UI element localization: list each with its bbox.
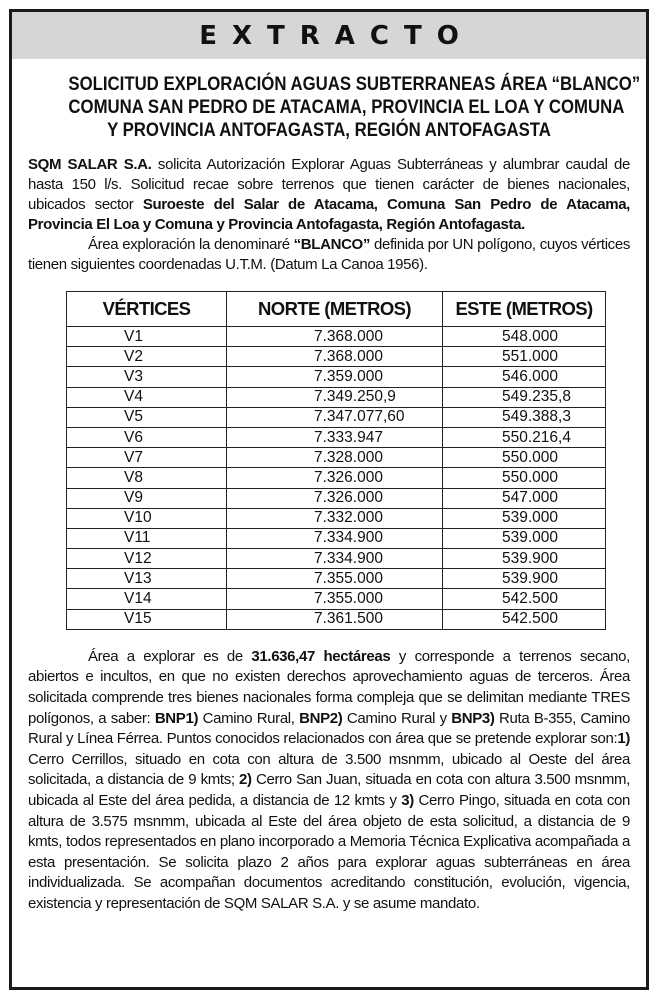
vertex-cell: V5 xyxy=(67,407,227,427)
closing-text-7: Cerro San Juan, situada en cota con altura 3.500 msnmm, ubicada al Este del área pedida, a distancia de 12 kmts y xyxy=(28,771,630,809)
area-definition-paragraph xyxy=(28,235,630,275)
este-cell: 547.000 xyxy=(443,488,606,508)
vertex-cell: V4 xyxy=(67,387,227,407)
este-cell: 550.216,4 xyxy=(443,427,606,447)
vertex-cell: V14 xyxy=(67,589,227,609)
extracto-banner xyxy=(12,12,646,59)
table-row xyxy=(67,569,606,589)
point-1-label: 1) xyxy=(617,730,630,748)
vertex-cell: V3 xyxy=(67,367,227,387)
headline-line-2: COMUNA SAN PEDRO DE ATACAMA, PROVINCIA EL LOA Y COMUNA xyxy=(68,96,625,118)
norte-cell: 7.368.000 xyxy=(227,347,443,367)
norte-cell: 7.333.947 xyxy=(227,427,443,447)
table-row xyxy=(67,549,606,569)
bnp1-label: BNP1) xyxy=(154,709,199,727)
point-3-label: 3) xyxy=(401,791,414,809)
vertex-cell: V1 xyxy=(67,327,227,347)
este-cell: 549.388,3 xyxy=(443,407,606,427)
este-cell: 542.500 xyxy=(443,609,606,629)
norte-cell: 7.368.000 xyxy=(227,327,443,347)
norte-cell: 7.334.900 xyxy=(227,549,443,569)
table-row xyxy=(67,589,606,609)
vertex-cell: V10 xyxy=(67,508,227,528)
table-row xyxy=(67,407,606,427)
norte-cell: 7.334.900 xyxy=(227,528,443,548)
closing-text-8: Cerro Pingo, situada en cota con altura de 3.575 msnmm, ubicada al Este del área objeto de esta solicitud, a distancia de 9 kmts, todos representados en plano incorporado a Memoria Técnica Explicativa acompañada a esta presentación. Se solicita plazo 2 años para explorar aguas subterráneas en área individualizada. Se acompañan documentos acreditando constitución, evolución, vigencia, existencia y representación de SQM SALAR S.A. y se asume mandato. xyxy=(28,791,630,912)
company-name: SQM SALAR S.A. xyxy=(28,156,152,173)
area-def-text-2: definida por UN polígono, cuyos vértices tienen siguientes coordenadas U.T.M. (Datum La Canoa 1956). xyxy=(28,236,630,273)
closing-text-2: y corresponde a terrenos secano, abiertos e incultos, en que no existen derechos aprovechamiento aguas de terceros. Área solicitada comprende tres bienes nacionales forma compleja que se delimitan mediante TRES polígonos, a saber: xyxy=(28,647,630,727)
closing-paragraph xyxy=(28,647,630,915)
header-norte: NORTE (METROS) xyxy=(227,292,443,327)
closing-text-6: Cerro Cerrillos, situado en cota con altura de 3.500 msnmm, ubicado al Oeste del área solicitada, a distancia de 9 kmts; xyxy=(28,750,630,789)
este-cell: 539.000 xyxy=(443,508,606,528)
este-cell: 539.900 xyxy=(443,569,606,589)
vertex-cell: V6 xyxy=(67,427,227,447)
bnp3-label: BNP3) xyxy=(451,709,495,727)
banner-title: EXTRACTO xyxy=(199,20,474,51)
point-2-label: 2) xyxy=(239,771,252,789)
table-header-row xyxy=(67,292,606,327)
table-row xyxy=(67,387,606,407)
este-cell: 539.000 xyxy=(443,528,606,548)
header-este: ESTE (METROS) xyxy=(443,292,606,327)
vertex-cell: V7 xyxy=(67,448,227,468)
este-cell: 549.235,8 xyxy=(443,387,606,407)
coordinates-table xyxy=(66,291,606,630)
table-row xyxy=(67,427,606,447)
norte-cell: 7.326.000 xyxy=(227,488,443,508)
este-cell: 546.000 xyxy=(443,367,606,387)
table-row xyxy=(67,448,606,468)
vertex-cell: V11 xyxy=(67,528,227,548)
norte-cell: 7.328.000 xyxy=(227,448,443,468)
vertex-cell: V15 xyxy=(67,609,227,629)
intro-location: Suroeste del Salar de Atacama, Comuna San Pedro de Atacama, Provincia El Loa y Comuna y Provincia Antofagasta, Región Antofagasta. xyxy=(28,196,630,233)
intro-paragraph xyxy=(28,155,630,235)
norte-cell: 7.349.250,9 xyxy=(227,387,443,407)
norte-cell: 7.326.000 xyxy=(227,468,443,488)
closing-text-5: Ruta B-355, Camino Rural y Línea Férrea. Puntos conocidos relacionados con área que se pretende explorar son: xyxy=(28,709,631,748)
vertex-cell: V2 xyxy=(67,347,227,367)
table-row xyxy=(67,367,606,387)
closing-text-4: Camino Rural y xyxy=(342,709,452,727)
este-cell: 550.000 xyxy=(443,448,606,468)
intro-text: solicita Autorización Explorar Aguas Subterráneas y alumbrar caudal de hasta 150 l/s. Solicitud recae sobre terrenos que tienen carácter de bienes nacionales, ubicados sector xyxy=(28,156,630,213)
vertex-cell: V9 xyxy=(67,488,227,508)
headline-line-1: SOLICITUD EXPLORACIÓN AGUAS SUBTERRANEAS ÁREA “BLANCO” xyxy=(68,73,641,95)
table-row xyxy=(67,508,606,528)
table-row xyxy=(67,609,606,629)
header-vertices: VÉRTICES xyxy=(67,292,227,327)
closing-text-1: Área a explorar es de xyxy=(88,647,252,665)
este-cell: 550.000 xyxy=(443,468,606,488)
closing-text-3: Camino Rural, xyxy=(198,709,300,727)
norte-cell: 7.361.500 xyxy=(227,609,443,629)
vertex-cell: V8 xyxy=(67,468,227,488)
area-name: “BLANCO” xyxy=(293,236,371,253)
norte-cell: 7.355.000 xyxy=(227,569,443,589)
vertex-cell: V13 xyxy=(67,569,227,589)
norte-cell: 7.359.000 xyxy=(227,367,443,387)
table-row xyxy=(67,468,606,488)
notice-headline xyxy=(68,73,641,145)
area-hectares: 31.636,47 hectáreas xyxy=(251,647,391,665)
este-cell: 551.000 xyxy=(443,347,606,367)
este-cell: 542.500 xyxy=(443,589,606,609)
table-row xyxy=(67,528,606,548)
este-cell: 539.900 xyxy=(443,549,606,569)
norte-cell: 7.347.077,60 xyxy=(227,407,443,427)
bnp2-label: BNP2) xyxy=(299,709,343,727)
area-def-text-1: Área exploración la denominaré xyxy=(88,236,294,253)
notice-frame xyxy=(9,9,649,990)
table-row xyxy=(67,488,606,508)
este-cell: 548.000 xyxy=(443,327,606,347)
headline-line-3: Y PROVINCIA ANTOFAGASTA, REGIÓN ANTOFAGASTA xyxy=(107,119,551,141)
norte-cell: 7.355.000 xyxy=(227,589,443,609)
table-row xyxy=(67,347,606,367)
norte-cell: 7.332.000 xyxy=(227,508,443,528)
table-row xyxy=(67,327,606,347)
vertex-cell: V12 xyxy=(67,549,227,569)
